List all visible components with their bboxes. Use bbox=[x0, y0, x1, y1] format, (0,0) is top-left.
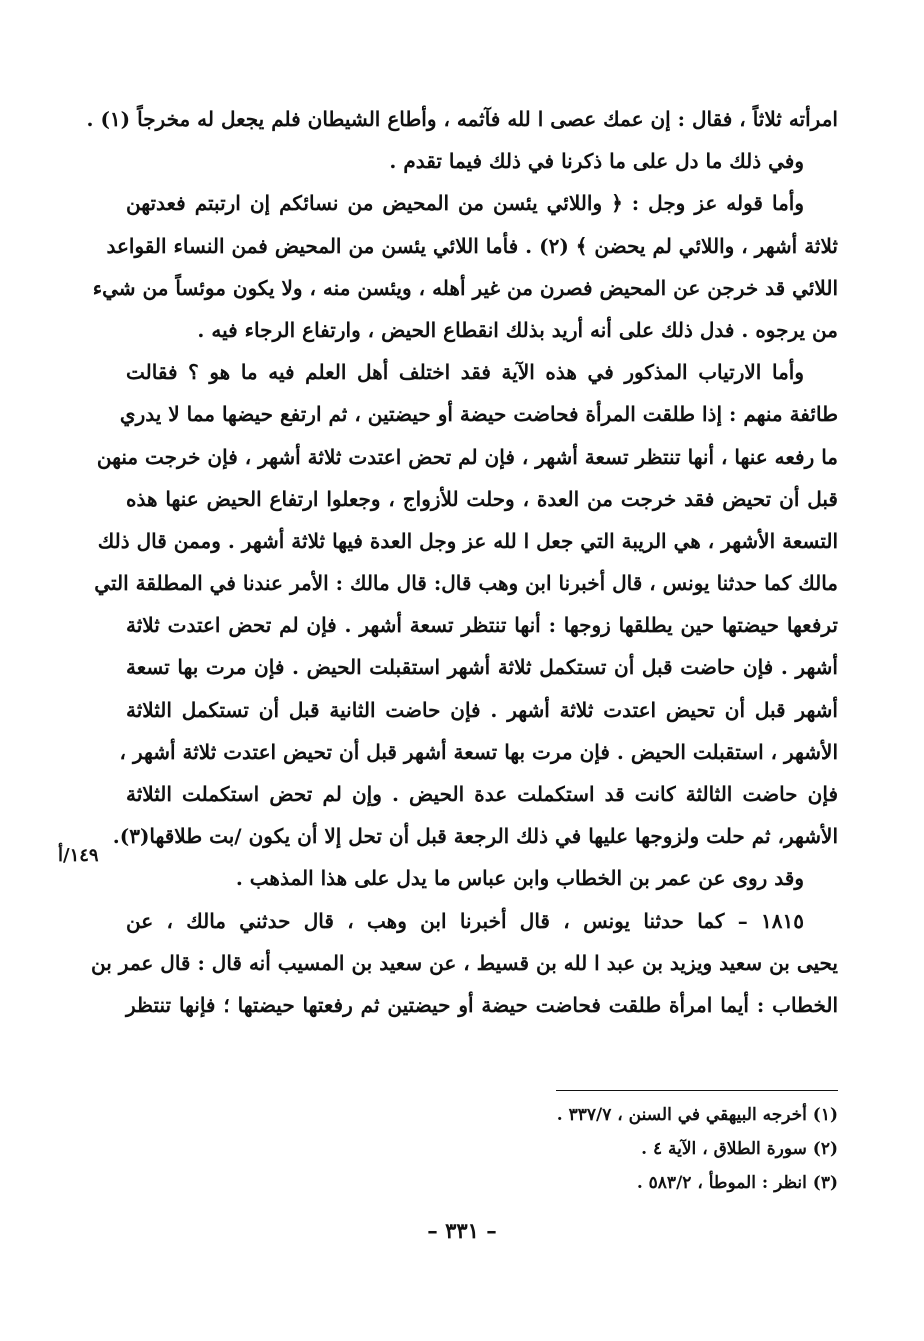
text-line-16: الأشهر ، استقبلت الحيض . فإن مرت بها تسعة أشهر قبل أن تحيض اعتدت ثلاثة أشهر ، bbox=[119, 739, 838, 764]
text-line-10: قبل أن تحيض فقد خرجت من العدة ، وحلت للأزواج ، وجعلوا ارتفاع الحيض عنها هذه bbox=[126, 486, 838, 511]
text-line-17: فإن حاضت الثالثة كانت قد استكملت عدة الحيض . وإن لم تحض استكملت الثلاثة bbox=[126, 782, 838, 806]
text-line-21: يحيى بن سعيد ويزيد بن عبد ا لله بن قسيط ، عن سعيد بن المسيب أنه قال : قال عمر بن bbox=[91, 950, 838, 975]
footnote-1: (١) أخرجه البيهقي في السنن ، ٣٣٧/٧ . bbox=[556, 1105, 838, 1125]
footnote-3: (٣) انظر : الموطأ ، ٥٨٣/٢ . bbox=[636, 1173, 838, 1193]
footnote-separator bbox=[556, 1090, 838, 1091]
text-line-18: الأشهر، ثم حلت ولزوجها عليها في ذلك الرجعة قبل أن تحل إلا أن يكون /بت طلاقها(٣). bbox=[112, 824, 838, 849]
main-text bbox=[86, 98, 838, 1026]
text-line-11: التسعة الأشهر ، هي الريبة التي جعل ا لله عز وجل العدة فيها ثلاثة أشهر . وممن قال ذلك bbox=[97, 528, 838, 553]
text-line-4: ثلاثة أشهر ، واللائي لم يحضن ﴾ (٢) . فأما اللائي يئسن من المحيض فمن النساء القواعد bbox=[106, 233, 838, 258]
text-line-8: طائفة منهم : إذا طلقت المرأة فحاضت حيضة أو حيضتين ، ثم ارتفع حيضها مما لا يدري bbox=[119, 402, 838, 427]
text-line-5: اللائي قد خرجن عن المحيض فصرن من غير أهله ، ويئسن منه ، ولا يكون موئساً من شيء bbox=[92, 275, 838, 300]
text-line-1: امرأته ثلاثاً ، فقال : إن عمك عصى ا لله فآثمه ، وأطاع الشيطان فلم يجعل له مخرجاً (١) . bbox=[86, 107, 838, 131]
text-line-15: أشهر قبل أن تحيض اعتدت ثلاثة أشهر . فإن حاضت الثانية قبل أن تستكمل الثلاثة bbox=[126, 697, 838, 722]
footnote-2: (٢) سورة الطلاق ، الآية ٤ . bbox=[641, 1139, 838, 1159]
margin-folio-note: ١٤٩/أ bbox=[58, 845, 99, 866]
text-line-6: من يرجوه . فدل ذلك على أنه أريد بذلك انقطاع الحيض ، وارتفاع الرجاء فيه . bbox=[197, 317, 838, 342]
page-number: – ٣٣١ – bbox=[427, 1218, 497, 1243]
text-line-14: أشهر . فإن حاضت قبل أن تستكمل ثلاثة أشهر استقبلت الحيض . فإن مرت بها تسعة bbox=[126, 655, 838, 680]
text-line-9: ما رفعه عنها ، أنها تنتظر تسعة أشهر ، فإن لم تحض اعتدت ثلاثة أشهر ، فإن خرجت منهن bbox=[96, 444, 838, 469]
text-line-7: وأما الارتياب المذكور في هذه الآية فقد اختلف أهل العلم فيه ما هو ؟ فقالت bbox=[126, 360, 804, 385]
text-line-19: وقد روى عن عمر بن الخطاب وابن عباس ما يدل على هذا المذهب . bbox=[235, 866, 804, 891]
text-line-22: الخطاب : أيما امرأة طلقت فحاضت حيضة أو حيضتين ثم رفعتها حيضتها ؛ فإنها تنتظر bbox=[126, 992, 838, 1017]
text-line-13: ترفعها حيضتها حين يطلقها زوجها : أنها تنتظر تسعة أشهر . فإن لم تحض اعتدت ثلاثة bbox=[126, 613, 838, 638]
text-line-3: وأما قوله عز وجل : ﴿ واللائي يئسن من المحيض من نسائكم إن ارتبتم فعدتهن bbox=[126, 191, 804, 216]
text-line-12: مالك كما حدثنا يونس ، قال أخبرنا ابن وهب قال: قال مالك : الأمر عندنا في المطلقة التي bbox=[94, 571, 838, 596]
text-line-2: وفي ذلك ما دل على ما ذكرنا في ذلك فيما تقدم . bbox=[389, 149, 804, 174]
footnotes bbox=[418, 1098, 838, 1200]
text-line-20: ١٨١٥ – كما حدثنا يونس ، قال أخبرنا ابن وهب ، قال حدثني مالك ، عن bbox=[126, 908, 804, 933]
